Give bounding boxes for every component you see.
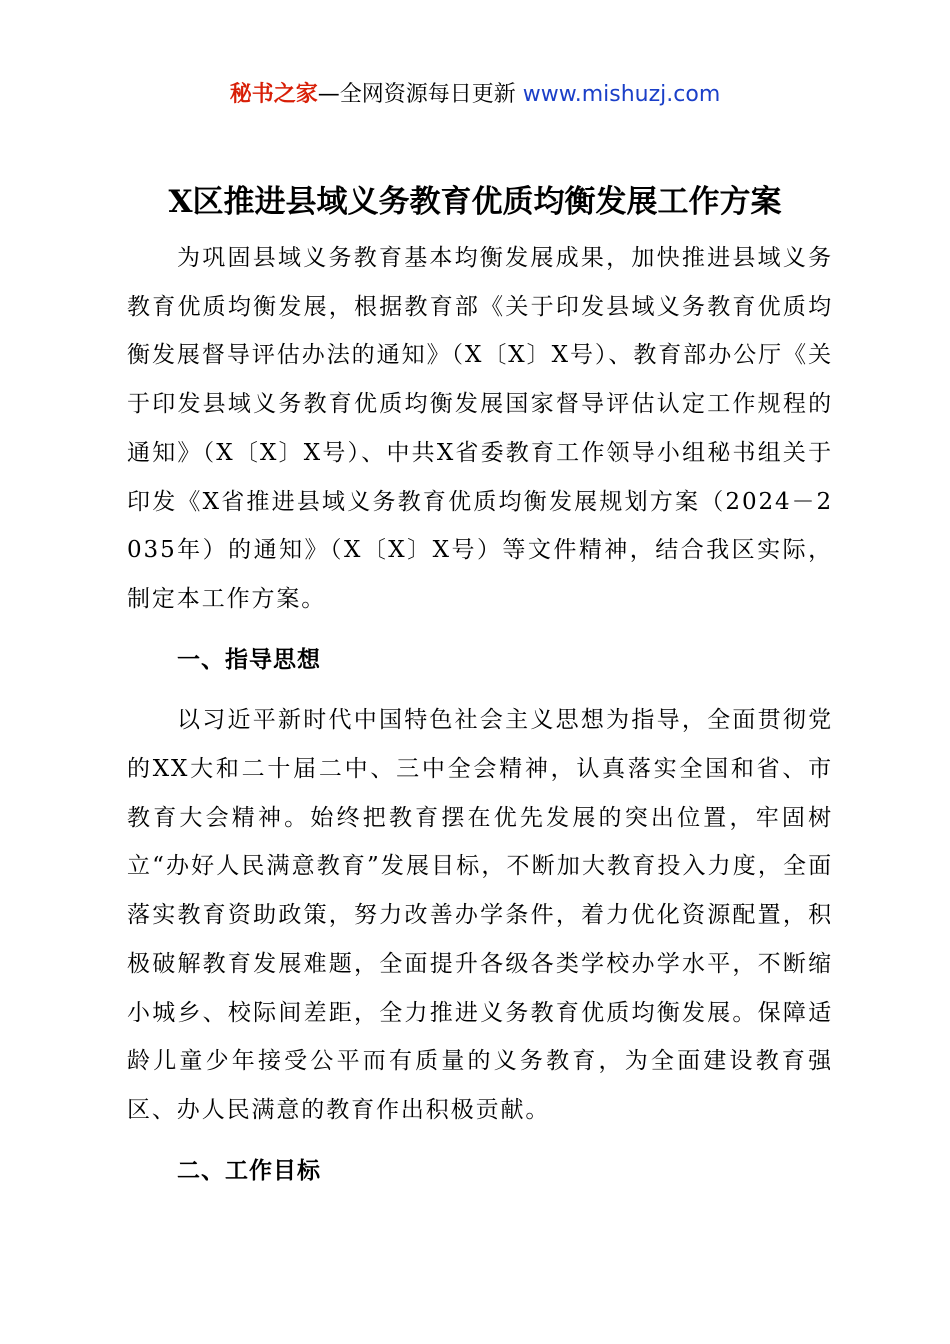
section-heading-guiding-ideology: 一、指导思想	[177, 646, 321, 673]
document-title: X区推进县域义务教育优质均衡发展工作方案	[168, 184, 782, 220]
site-url-link[interactable]: www.mishuzj.com	[522, 82, 721, 107]
spacer	[127, 684, 833, 696]
spacer	[127, 624, 833, 636]
intro-paragraph: 为巩固县域义务教育基本均衡发展成果，加快推进县域义务教育优质均衡发展，根据教育部《关于印发县域义务教育优质均衡发展督导评估办法的通知》（X〔X〕X号）、教育部办公厅《关于印发县域义务教育优质均衡发展国家督导评估认定工作规程的通知》（X〔X〕X号）、中共X省委教育工作领导小组秘书组关于印发《X省推进县域义务教育优质均衡发展规划方案（2024－2035年）的通知》（X〔X〕X号）等文件精神，结合我区实际，制定本工作方案。	[127, 245, 833, 612]
section-heading-work-goals: 二、工作目标	[177, 1157, 321, 1184]
document-body	[127, 234, 833, 1195]
spacer	[127, 1135, 833, 1147]
site-header	[0, 80, 950, 110]
guiding-ideology-paragraph: 以习近平新时代中国特色社会主义思想为指导，全面贯彻党的XX大和二十届二中、三中全会精神，认真落实全国和省、市教育大会精神。始终把教育摆在优先发展的突出位置，牢固树立“办好人民满意教育”发展目标，不断加大教育投入力度，全面落实教育资助政策，努力改善办学条件，着力优化资源配置，积极破解教育发展难题，全面提升各级各类学校办学水平，不断缩小城乡、校际间差距，全力推进义务教育优质均衡发展。保障适龄儿童少年接受公平而有质量的义务教育，为全面建设教育强区、办人民满意的教育作出积极贡献。	[127, 707, 833, 1123]
site-brand: 秘书之家	[229, 82, 318, 107]
site-tagline: —全网资源每日更新	[317, 82, 516, 107]
